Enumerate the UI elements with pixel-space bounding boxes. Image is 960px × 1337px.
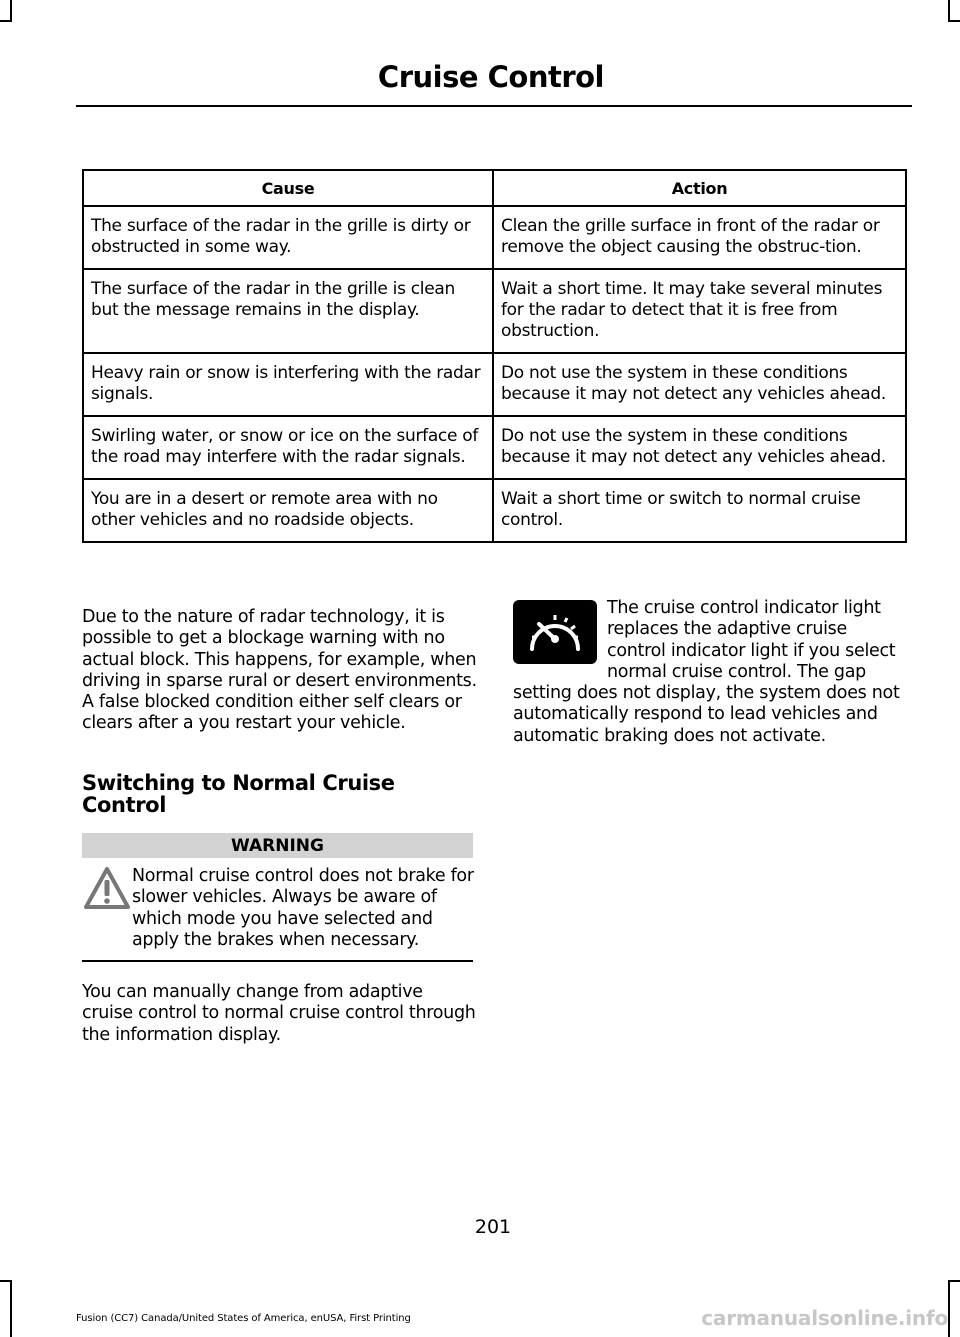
warning-triangle-icon bbox=[84, 866, 130, 910]
cause-cell: You are in a desert or remote area with no other vehicles and no roadside objects. bbox=[83, 479, 493, 542]
table-row bbox=[83, 479, 906, 542]
page-title: Cruise Control bbox=[377, 60, 604, 94]
warning-box bbox=[82, 866, 475, 951]
crop-mark bbox=[10, 1280, 12, 1337]
edition-footer: Fusion (CC7) Canada/United States of America, enUSA, First Printing bbox=[76, 1313, 411, 1324]
action-cell: Do not use the system in these conditions because it may not detect any vehicles ahead. bbox=[493, 353, 906, 416]
crop-mark bbox=[948, 0, 950, 22]
section-heading: Switching to Normal Cruise Control bbox=[82, 771, 395, 817]
cause-action-table bbox=[82, 169, 907, 543]
crop-mark bbox=[10, 0, 12, 22]
warning-label: WARNING bbox=[82, 833, 473, 858]
table-row bbox=[83, 353, 906, 416]
cause-cell: The surface of the radar in the grille is clean but the message remains in the display. bbox=[83, 269, 493, 353]
action-cell: Wait a short time. It may take several minutes for the radar to detect that it is free from obstruction. bbox=[493, 269, 906, 353]
cause-cell: Heavy rain or snow is interfering with the radar signals. bbox=[83, 353, 493, 416]
warning-text: Normal cruise control does not brake for slower vehicles. Always be aware of which mode you have selected and apply the brakes when necessary. bbox=[132, 866, 474, 950]
manual-change-paragraph: You can manually change from adaptive cruise control to normal cruise control through the information display. bbox=[82, 982, 476, 1045]
radar-blockage-paragraph: Due to the nature of radar technology, it is possible to get a blockage warning with no actual block. This happens, for example, when driving in sparse rural or desert environments. A false blocked condition either self clears or clears after a you restart your vehicle. bbox=[82, 607, 477, 734]
column-header-cause: Cause bbox=[83, 170, 493, 206]
title-rule bbox=[76, 105, 912, 107]
crop-mark bbox=[0, 1280, 12, 1282]
crop-mark bbox=[0, 20, 12, 22]
cruise-indicator-text: The cruise control indicator light replaces the adaptive cruise control indicator light if you select normal cruise control. The gap setting does not display, the system does not automatically respond to lead vehicles and automatic braking does not activate. bbox=[513, 598, 900, 746]
crop-mark bbox=[948, 20, 960, 22]
page-number: 201 bbox=[474, 1216, 512, 1238]
crop-mark bbox=[948, 1280, 950, 1337]
table-header-row bbox=[83, 170, 906, 206]
table-row bbox=[83, 269, 906, 353]
action-cell: Do not use the system in these conditions because it may not detect any vehicles ahead. bbox=[493, 416, 906, 479]
crop-mark bbox=[948, 1280, 960, 1282]
table-row bbox=[83, 206, 906, 269]
action-cell: Clean the grille surface in front of the radar or remove the object causing the obstruc-tion. bbox=[493, 206, 906, 269]
cause-cell: The surface of the radar in the grille is dirty or obstructed in some way. bbox=[83, 206, 493, 269]
warning-bottom-rule bbox=[82, 960, 473, 962]
cruise-indicator-note bbox=[513, 598, 908, 747]
watermark: carmanualsonline.info bbox=[701, 1306, 948, 1330]
action-cell: Wait a short time or switch to normal cruise control. bbox=[493, 479, 906, 542]
cause-cell: Swirling water, or snow or ice on the surface of the road may interfere with the radar signals. bbox=[83, 416, 493, 479]
table-row bbox=[83, 416, 906, 479]
cruise-control-indicator-icon bbox=[513, 600, 597, 664]
column-header-action: Action bbox=[493, 170, 906, 206]
